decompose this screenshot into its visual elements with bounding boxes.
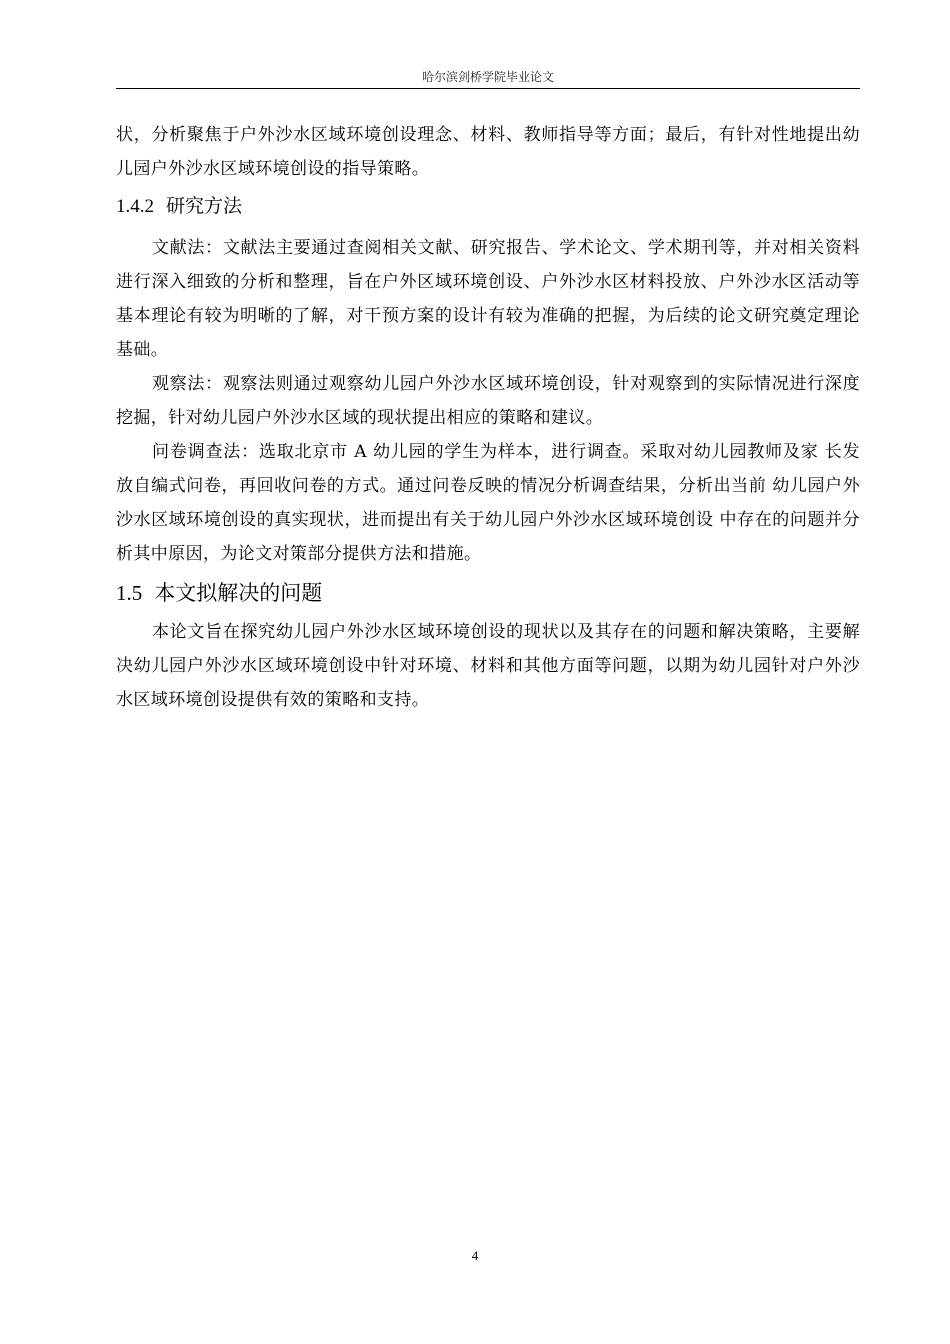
header-title: 哈尔滨剑桥学院毕业论文 xyxy=(421,70,554,84)
problem-paragraph: 本论文旨在探究幼儿园户外沙水区域环境创设的现状以及其存在的问题和解决策略，主要解决幼儿园户外沙水区域环境创设中针对环境、材料和其他方面等问题，以期为幼儿园针对户外沙水区域环境创设提供有效的策略和支持。 xyxy=(116,622,860,710)
section-title: 本文拟解决的问题 xyxy=(154,581,323,605)
method-paragraph-observation: 观察法：观察法则通过观察幼儿园户外沙水区域环境创设，针对观察到的实际情况进行深度挖掘，针对幼儿园户外沙水区域的现状提出相应的策略和建议。 xyxy=(116,374,860,428)
intro-paragraph: 状，分析聚焦于户外沙水区域环境创设理念、材料、教师指导等方面；最后，有针对性地提出幼儿园户外沙水区域环境创设的指导策略。 xyxy=(116,125,860,179)
page-header xyxy=(116,66,860,89)
method-paragraph-literature: 文献法：文献法主要通过查阅相关文献、研究报告、学术论文、学术期刊等，并对相关资料进行深入细致的分析和整理，旨在户外区域环境创设、户外沙水区材料投放、户外沙水区活动等基本理论有较为明晰的了解，对干预方案的设计有较为准确的把握，为后续的论文研究奠定理论基础。 xyxy=(116,238,860,360)
page-number: 4 xyxy=(471,1248,479,1263)
section-title: 研究方法 xyxy=(166,195,243,217)
section-heading-1-4-2 xyxy=(116,186,860,227)
section-number: 1.4.2 xyxy=(116,196,154,217)
section-heading-1-5 xyxy=(116,573,860,613)
document-body xyxy=(116,118,860,717)
method-paragraph-questionnaire: 问卷调查法：选取北京市 A 幼儿园的学生为样本，进行调查。采取对幼儿园教师及家 长发放自编式问卷，再回收问卷的方式。通过问卷反映的情况分析调查结果，分析出当前 幼儿园户外沙水区域环境创设的真实现状，进而提出有关于幼儿园户外沙水区域环境创设 中存在的问题并分析其中原因，为论文对策部分提供方法和措施。 xyxy=(116,442,860,564)
section-number: 1.5 xyxy=(116,581,143,605)
